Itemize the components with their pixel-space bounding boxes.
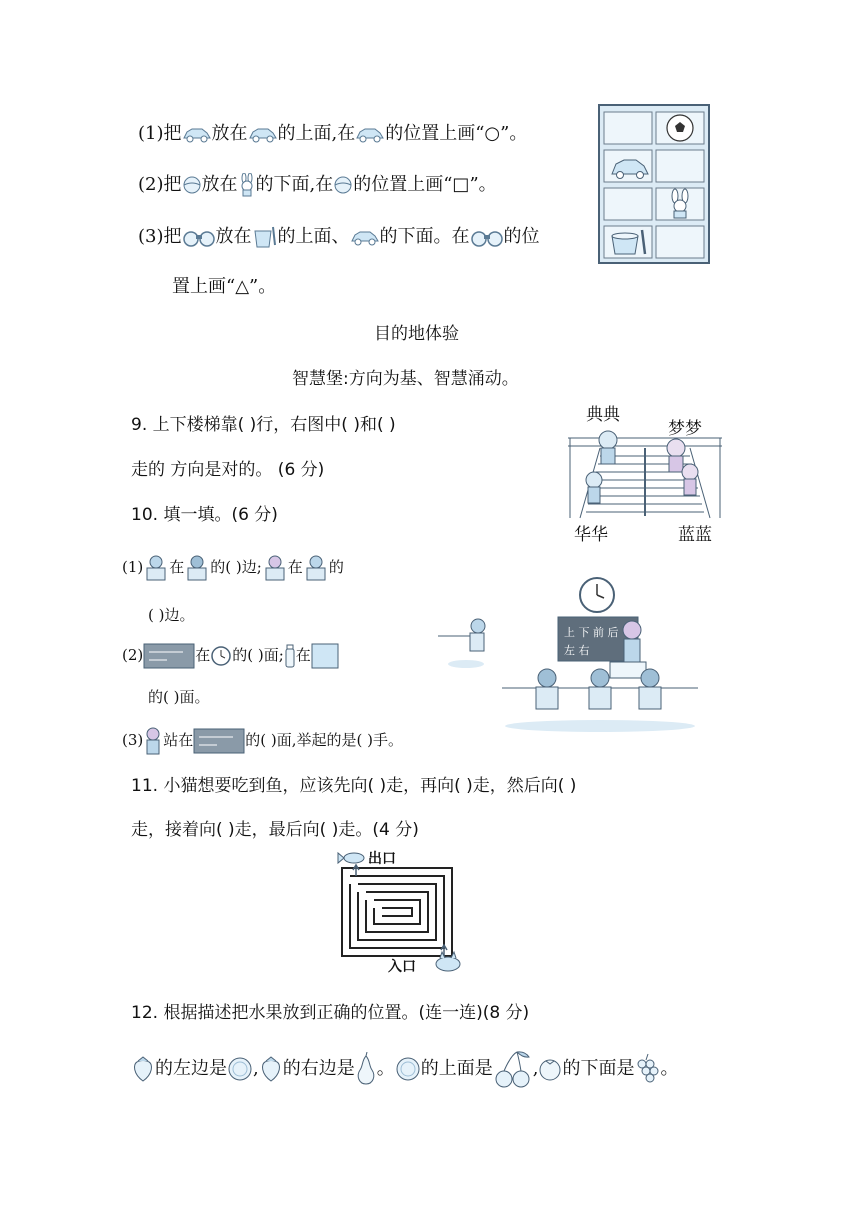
binoculars-icon xyxy=(182,226,216,248)
rabbit-toy-icon xyxy=(238,173,256,197)
car-icon xyxy=(182,124,212,144)
teacher-icon xyxy=(143,727,163,755)
q10-title: 10. 填一填。(6 分) xyxy=(131,505,278,525)
child-hua-figure xyxy=(586,472,602,503)
q10-s3: (3) 站在 的( )面,举起的是( )手。 xyxy=(122,727,403,755)
maze-entry-label: 入口 xyxy=(388,959,416,975)
board-text-line1: 上 下 前 后 xyxy=(564,626,619,639)
name-lan: 蓝蓝 xyxy=(678,525,712,545)
student-desk-icon xyxy=(303,554,329,582)
q10-s1: (1) 在 的( )边; 在 的 xyxy=(122,554,344,582)
strawberry-icon xyxy=(131,1056,155,1082)
student-figure xyxy=(536,669,558,709)
clock-icon xyxy=(210,645,232,667)
shelf-q3-continuation: 置上画“△”。 xyxy=(172,276,277,297)
child-lan-figure xyxy=(682,464,698,495)
q12-description: 的左边是 , 的右边是 。 的上面是 , 的下面是 。 xyxy=(131,1049,678,1089)
maze-exit-label: 出口 xyxy=(368,851,396,867)
name-dian: 典典 xyxy=(586,405,620,425)
grapes-icon xyxy=(634,1053,660,1085)
ball-icon xyxy=(182,175,202,195)
q9-line2: 走的 方向是对的。 (6 分) xyxy=(131,460,325,480)
student-desk-icon xyxy=(143,554,169,582)
shelf-q2: (2)把 放在 的下面,在 的位置上画“□”。 xyxy=(138,174,497,195)
maze-illustration xyxy=(336,846,472,974)
child-dian-figure xyxy=(599,431,617,464)
shelf-q1: (1)把 放在 的上面,在 的位置上画“○”。 xyxy=(138,123,528,144)
student-figure xyxy=(589,669,611,709)
bucket-icon xyxy=(252,225,278,249)
car-icon xyxy=(350,227,380,247)
student-desk-icon xyxy=(262,554,288,582)
q10-s1-continuation: ( )边。 xyxy=(148,606,195,624)
orange-icon xyxy=(395,1056,421,1082)
soccer-ball-icon xyxy=(667,115,693,141)
student-desk-icon xyxy=(184,554,210,582)
q9-line1: 9. 上下楼梯靠( )行，右图中( )和( ) xyxy=(131,415,396,435)
name-hua: 华华 xyxy=(574,525,608,545)
teacher-figure xyxy=(623,621,641,663)
student-figure xyxy=(639,669,661,709)
bottle-icon xyxy=(284,644,296,668)
classroom-illustration xyxy=(500,574,700,736)
q10-s2-continuation: 的( )面。 xyxy=(148,688,210,706)
orange-icon xyxy=(227,1056,253,1082)
wall-clock-icon xyxy=(580,578,614,612)
q10-s2: (2) 在 的( )面; 在 xyxy=(122,643,339,669)
window-icon xyxy=(311,643,339,669)
blackboard-icon xyxy=(143,643,195,669)
car-icon xyxy=(355,124,385,144)
car-icon xyxy=(248,124,278,144)
name-meng: 梦梦 xyxy=(668,419,702,439)
q11-line2: 走，接着向( )走，最后向( )走。(4 分) xyxy=(131,820,419,840)
cherries-icon xyxy=(493,1049,533,1089)
section-title: 目的地体验 xyxy=(374,324,459,344)
blackboard-icon xyxy=(193,728,245,754)
child-meng-figure xyxy=(667,439,685,472)
shelf-illustration xyxy=(598,104,710,268)
ball-icon xyxy=(333,175,353,195)
q12-title: 12. 根据描述把水果放到正确的位置。(连一连)(8 分) xyxy=(131,1003,530,1023)
fish-icon xyxy=(338,853,364,863)
q11-line1: 11. 小猫想要吃到鱼，应该先向( )走，再向( )走，然后向( ) xyxy=(131,776,577,796)
student-desk-partial-illustration xyxy=(436,614,486,674)
strawberry-icon xyxy=(259,1056,283,1082)
tomato-icon xyxy=(538,1057,562,1081)
shelf-q3: (3)把 放在 的上面、 的下面。在 的位 xyxy=(138,226,540,247)
pear-icon xyxy=(355,1052,377,1086)
binoculars-icon xyxy=(470,226,504,248)
staircase-illustration xyxy=(560,398,730,544)
board-text-line2: 左 右 xyxy=(564,644,590,657)
section-subtitle: 智慧堡:方向为基、智慧涌动。 xyxy=(292,369,519,389)
cat-icon xyxy=(436,952,460,971)
